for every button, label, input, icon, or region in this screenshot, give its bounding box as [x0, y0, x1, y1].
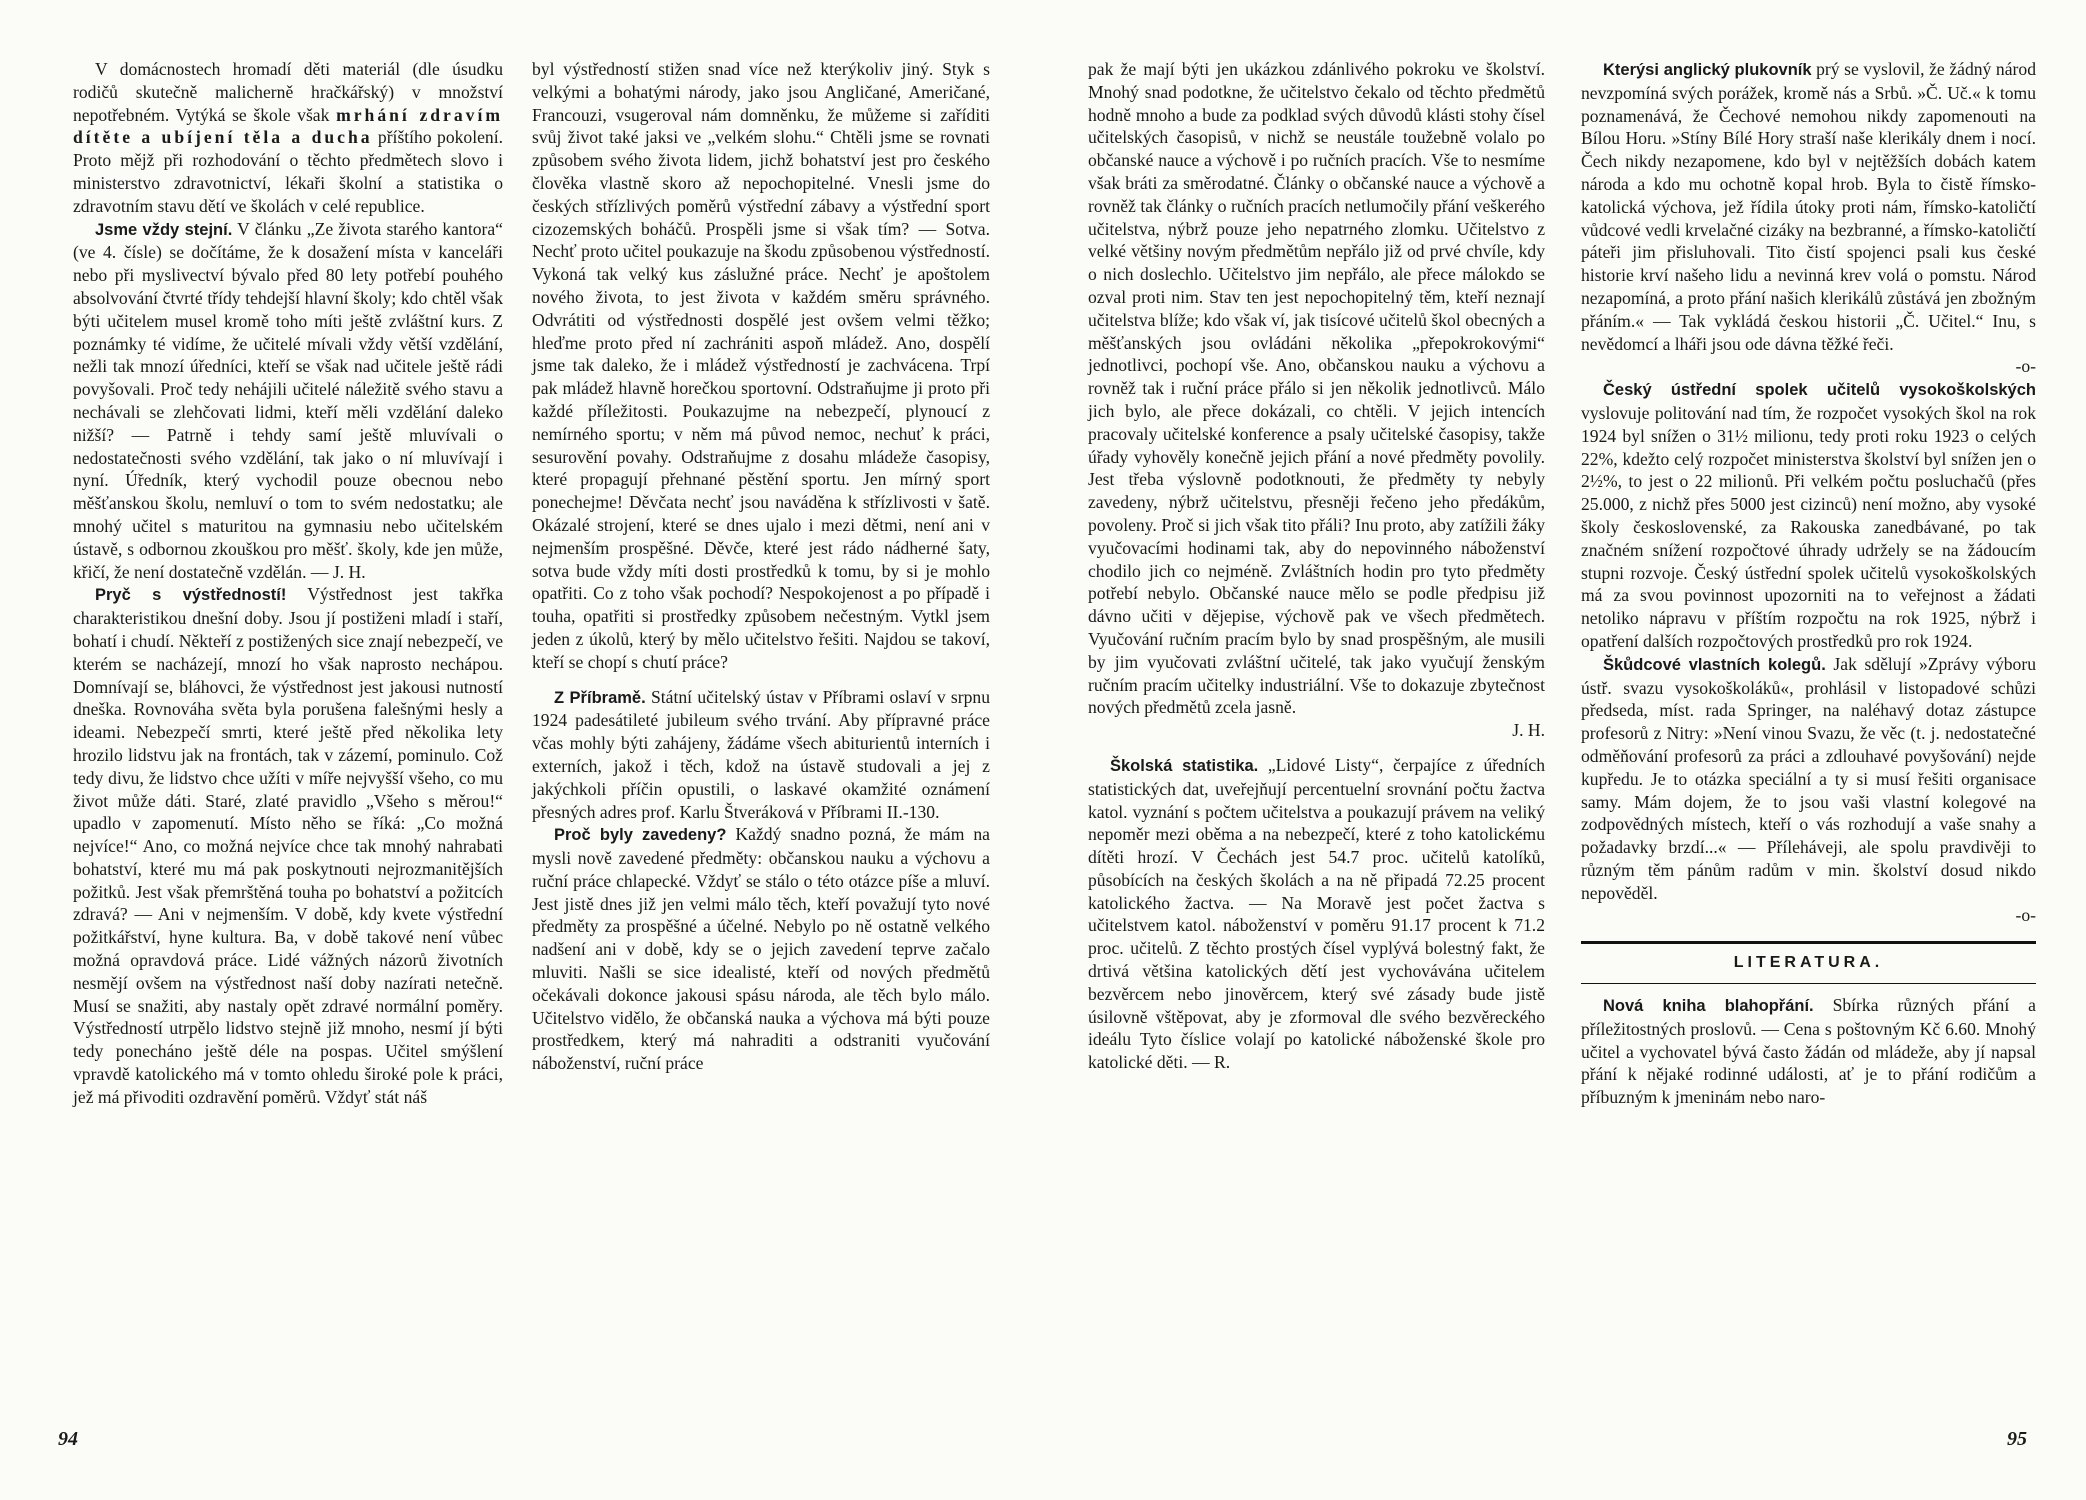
section-title-literatura: LITERATURA. — [1733, 954, 1884, 972]
article-toys-text-b: příštího pokolení. Proto mějž při rozhodování o těchto předmětech slovo i ministerstvo zdravotnictví, lékaři školní a statistika o zdravotním stavu dětí ve školách v celé republice. — [73, 127, 503, 216]
article-body: Výstřednost jest takřka charakteristikou dnešní doby. Jsou jí postiženi mladí i staří, bohatí i chudí. Někteří z postižených sice znají nebezpečí, ve kterém se nacházejí, mnozí ho však naprosto nechápou. Domnívají se, bláhovci, že výstřednost jest jakousi nutností dneška. Rovnováha světa byla porušena falešnými hesly a ideami. Nebezpečí smrti, které ještě před několika lety hrozilo lidstvu jak na frontách, tak v zázemí, pominulo. Což tedy divu, že lidstvo chce užíti v míře nejvyšší všeho, co mu život může dáti. Staré, zlaté pravidlo „Všeho s měrou!“ upadlo v zapomenutí. Místo něho se říká: „Co možná nejvíce!“ Ano, co možná nejvíce chce tak mnohý nahrabati bohatství, které mu má pak poskytnouti nejrozmanitějších požitků. Jest však přemrštěná touha po bohatství a požitcích zdravá? — Ani v nejmenším. V době, kdy kvete výstřední požitkářství, hyne kultura. Ba, v době takové není vůbec možná opravdová práce. Lidé vážných názorů životních nesmějí ovšem na výstřednost naší doby nazírati netečně. Musí se snažiti, aby nastaly opět zdravé normální poměry. Výstředností utrpělo lidstvo stejně již mnoho, nesmí jí býti tedy ponecháno ještě déle na pospas. Učitel smýšlení vpravdě katolického má v tomto ohledu široké pole k práci, jež má přivoditi ozdravění poměrů. Vždyť stát náš — [73, 584, 503, 1107]
article-body: Sbírka různých přání a příležitostných proslovů. — Cena s poštovným Kč 6.60. Mnohý učitel a vychovatel bývá často žádán od mládeže, aby jí napsal přání k nějaké rodinné události, ať je to přání rodičům a příbuzným k jmeninám nebo naro- — [1581, 995, 2036, 1108]
right-page — [1043, 0, 2086, 1500]
article-skolska-statistika — [1088, 754, 1545, 1074]
right-column-2 — [1581, 58, 2036, 1109]
section-divider-bottom — [1581, 983, 2036, 984]
author-signature: -o- — [2015, 356, 2036, 377]
article-toys — [73, 58, 503, 218]
article-heading: Pryč s výstředností! — [95, 586, 287, 605]
page-number-left: 94 — [58, 1428, 78, 1450]
article-jsme-vzdy-stejni — [73, 218, 503, 584]
article-body: vyslovuje politování nad tím, že rozpočet vysokých škol na rok 1924 byl snížen o 31½ milionu, tedy proti roku 1923 o celých 22%, kdežto celý rozpočet ministerstva školství byl snížen jen o 2½%, to jest o 22 milionů. Při velkém počtu posluchačů (přes 25.000, z nichž přes 5000 jest cizinců) není možno, aby vysoké školy československé, za Rakouska zanedbávané, po tak značném snížení rozpočtové úhrady udržely se na žádoucím stupni rozvoje. Český ústřední spolek učitelů vysokoškolských má za svou povinnost upozorniti na to veřejnost a žádati netoliko nápravu v příštím rozpočtu na rok 1925, nýbrž i opatření dalších rozpočtových prostředků pro rok 1924. — [1581, 402, 2036, 651]
article-nova-kniha — [1581, 994, 2036, 1109]
left-column-2 — [532, 58, 990, 1075]
article-heading: Český ústřední spolek učitelů vysokoškolských — [1603, 381, 2036, 400]
article-body: „Lidové Listy“, čerpajíce z úředních statistických dat, uveřejňují percentuelní srovnání počtu žactva katol. vyznání s počtem učitelstva a poukazují právem na veliký nepoměr mezi oběma a na nebezpečí, které z toho katolickému dítěti hrozí. V Čechách jest 54.7 proc. učitelů katolíků, působících na českých školách a na ně připadá 72.25 procent katolického žactva. — Na Moravě jest počet žactva s učitelstvem katol. náboženství v poměru 91.17 procent k 71.2 proc. učitelů. Z těchto prostých čísel vyplývá bolestný fakt, že drtivá většina katolických dětí jest vychovávána učitelem bezvěrcem nebo jinověrcem, který své zásady bude jistě úsilovně vštěpovat, aby je zformoval dle svého bezvěreckého ideálu Tyto číslice volají po katolické náboženské škole pro katolické děti. — R. — [1088, 754, 1545, 1073]
article-heading: Nová kniha blahopřání. — [1603, 997, 1814, 1016]
article-z-pribrame — [532, 686, 990, 824]
right-column-1 — [1088, 58, 1545, 1074]
article-heading: Školská statistika. — [1110, 756, 1259, 775]
article-body: prý se vyslovil, že žádný národ nevzpomíná svých porážek, kromě nás a Srbů. »Č. Uč.« k tomu poznamenává, že Čechové nemohou nikdy zapomenouti na Bílou Horu. »Stíny Bílé Hory straší naše klerikály dnem i nocí. Čech nikdy nezapomene, kdo byl v nejtěžších dobách katem národa a kdo mu ochotně kopal hrob. Byla to čistě římsko-katolická výchova, jež řídila útoky proti nám, římsko-katoličtí vůdcové vedli krvelačné cizáky na bezbranné, a římsko-katoličtí páteři jim přisluhovali. Tito čistí spojenci psali kus české historie krví našeho lidu a nevinná krev volá o pomstu. Národ nezapomíná, a proto přání našich klerikálů zůstává jen zbožným přáním.« — Tak vykládá českou historii „Č. Učitel.“ Inu, s nevědomcí a lháři jsou ode dávna těžké řeči. — [1581, 59, 2036, 354]
article-continuation: pak že mají býti jen ukázkou zdánlivého pokroku ve školství. Mnohý snad podotkne, že učitelstvo čekalo od těchto předmětů hodně mnoho a bude za podklad svých důvodů klásti stohy čísel učitelských časopisů, v nichž se neustále toužebně volalo po občanské nauce a výchově i po ručních pracích. Vše to nesmíme však bráti za směrodatné. Články o občanské nauce a výchově a rovněž tak články o ručních pracích netlumočily přání veškerého učitelstva, nýbrž pouze jeho nepatrného zlomku. Učitelstvo z velké většiny novým předmětům nepřálo již od prvé chvíle, kdy o nich doslechlo. Učitelstvo jim nepřálo, ale přece málokdo se ozval proti nim. Stav ten jest nepochopitelný těm, kteří neznají učitelstva blíže; kdo však ví, jak tisícové učitelů škol obecných a měšťanských jsou ovládáni několika „přepokrokovými“ jednotlivci, pochopí vše. Ano, občanskou nauku a výchovu a rovněž tak i ruční práce přálo si jen několik jednotlivců. Málo jich bylo, ale přece dokázali, co chtěli. V jejich intencích pracovaly učitelské konference a psaly učitelské časopisy, takže úřady vyhověly konečně jejich přání a nové předměty povolily. Jest třeba výslovně podotknouti, že předměty ty nebyly zavedeny, nýbrž učitelstvu, přesněji řečeno jeho předákům, povoleny. Proč si jich však tito přáli? Inu proto, aby zatížili žáky vyučovacími hodinami tak, aby do nepovinného náboženství chodilo jich co nejméně. Zvláštních hodin pro tyto předměty potřebí nebylo. Občanské nauce mělo se podle předpisu již dávno učiti v dějepise, výchově pak ve všech předmětech. Vyučování ručním pracím bylo by snad prospěšným, ale musili by jim vyučovati zvláštní učitelé, tak jako vyučují ženským ručním pracím učitelky industriální. Vše to dokazuje zbytečnost nových předmětů zcela jasně. — [1088, 59, 1545, 718]
article-anglicky-plukovnik — [1581, 58, 2036, 355]
author-signature: J. H. — [1512, 720, 1545, 741]
article-skudcove — [1581, 653, 2036, 905]
article-body: V článku „Ze života starého kantora“ (ve 4. čísle) se dočítáme, že k dosažení místa v kanceláři nebo při myslivectví bývalo před 80 lety potřebí pouhého absolvování čtvrté třídy tehdejší hlavní školy; kdo chtěl však býti učitelem musel kromě toho míti ještě zvláštní kurs. Z poznámky té vidíme, že učitelé mívali vždy větší vzdělání, nežli tak mnozí úředníci, kteří se však nad učitele ještě rádi povyšovali. Proč tedy nehájili učitelé náležitě svého stavu a nechávali se zlehčovati lidmi, kteří měli vzdělání daleko nižší? — Patrně i tehdy samí ještě mluvívali o nedostatečnosti svého vzdělání, tak jako o ní mluvívají i nyní. Úředník, který vychodil pouze obecnou nebo měšťanskou školu, nemluví o tom to svém nedostatku; ale mnohý učitel s maturitou na gymnasiu nebo učitelském ústavě, s odbornou zkouškou pro měšť. školy, kde jen může, křičí, že není dostatečně vzdělán. — J. H. — [73, 218, 503, 582]
article-spolek-ucitelu — [1581, 378, 2036, 653]
article-continuation: byl výstředností stižen snad více než kterýkoliv jiný. Styk s velkými a bohatými národy, jako jsou Angličané, Američané, Francouzi, vsugeroval nám domněnku, že můžeme si zaříditi svůj život také jaksi ve „velkém slohu.“ Chtěli jsme se rovnati způsobem svého života lidem, jichž bohatství jest pro českého člověka vlastně skoro až nepochopitelné. Vnesli jsme do českých střízlivých poměrů výstřední zábavy a výstřední sport cizozemských boháčů. Prospěli jsme si však tím? — Sotva. Nechť proto učitel poukazuje na škodu způsobenou výstředností. Vykoná tak velký kus záslužné práce. Nechť je apoštolem nového života, to jest života v každém směru správného. Odvrátiti od výstřednosti dospělé jest ovšem velmi těžko; hleďme proto před ní zachrániti aspoň mládež. Ano, dospělí jsme tak daleko, že i mládež výstředností je zachvácena. Trpí pak mládež hlavně horečkou sportovní. Odstraňujme ji proto při každé příležitosti. Poukazujme na nebezpečí, plynoucí z nemírného sportu; v něm má původ nemoc, nechuť k práci, sesurovění povahy. Odstraňujme z dosahu mládeže časopisy, které propagují přehnané pěstění sportu. Jen mírný sport ponechejme! Děvčata nechť jsou naváděna k střízlivosti v šatě. Okázalé strojení, které se dnes ujalo i mezi dětmi, není ani v nejmenším prospěšné. Děvče, které jest rádo nádherné šaty, sotva bude vždy míti dosti prostředků k tomu, by si je mohlo opatřiti. Co z toho však pochodí? Nespokojenost a po případě i touha, opatřiti si prostředky způsobem nečestným. Vytkl jsem jeden z úkolů, který by mělo učitelstvo řešiti. Najdou se takoví, kteří se chopí s chutí práce? — [532, 59, 990, 672]
article-proc-byly-zavedeny — [532, 823, 990, 1075]
article-heading: Kterýsi anglický plukovník — [1603, 61, 1812, 79]
article-heading: Proč byly zavedeny? — [554, 826, 727, 845]
article-heading: Jsme vždy stejní. — [95, 220, 233, 239]
article-body: Jak sdělují »Zprávy výboru ústř. svazu vysokoškoláků«, prohlásil v listopadové schůzi předseda, míst. rada Springer, na naléhavý dotaz zástupce profesorů z Nitry: »Není vinou Svazu, že věc (t. j. nedostatečné odměňování profesorů za práci a zdlouhavé povyšování) nejde kupředu. Je to otázka speciální a ty si musí řešiti organisace samy. Mám dojem, že to jsou vaši vlastní kolegové na zodpovědných místech, kteří o vás rozhodují a vaše snahy a požadavky brzdí...« — Příleháveji, ale spolu pravdivěji to různým těm pánům radům v min. školství dosud nikdo nepověděl. — [1581, 653, 2037, 903]
article-heading: Škůdcové vlastních kolegů. — [1603, 655, 1826, 674]
section-divider-top — [1581, 941, 2036, 944]
author-signature: -o- — [2015, 905, 2036, 926]
article-heading: Z Příbramě. — [554, 688, 646, 707]
article-toys-emphasis: mrhání zdravím dítěte a ubíjení těla a ducha — [73, 104, 503, 148]
page-number-right: 95 — [2007, 1428, 2027, 1450]
article-body: Každý snadno pozná, že mám na mysli nově zavedené předměty: občanskou nauku a výchovu a ruční práce chlapecké. Vždyť se stálo o této otázce píše a mluví. Jest jistě dnes již jen velmi málo těch, kteří považují tyto nové předměty za prospěšné a účelné. Nebylo po ně ostatně velkého nadšení ani v době, kdy se o jejich zavedení teprve začalo mluviti. Našli se sice idealisté, kteří od nových předmětů očekávali dokonce jakousi spásu národa, ale těch bylo málo. Učitelstvo vidělo, že občanská nauka a výchova má býti pouze prostředkem, který má nahraditi a odstraniti vyučování náboženství, ruční práce — [532, 824, 990, 1074]
article-body: Státní učitelský ústav v Příbrami oslaví v srpnu 1924 padesátileté jubileum svého trvání. Aby přípravné práce včas mohly býti zahájeny, žádáme všech abiturientů interních i externích, jakož i těch, kdož na ústavě studovali a jej z jakýchkoli příčin opustili, o laskavé okamžité oznámení přesných adres prof. Karlu Štveráková v Příbrami II.-130. — [532, 686, 990, 822]
article-toys-text-a: V domácnostech hromadí děti materiál (dle úsudku rodičů skutečně malicherně hračkářský) v množství nepotřebném. Vytýká se škole však — [73, 59, 503, 125]
article-pryc-s-vystrednosti — [73, 583, 503, 1108]
left-column-1 — [73, 58, 503, 1109]
